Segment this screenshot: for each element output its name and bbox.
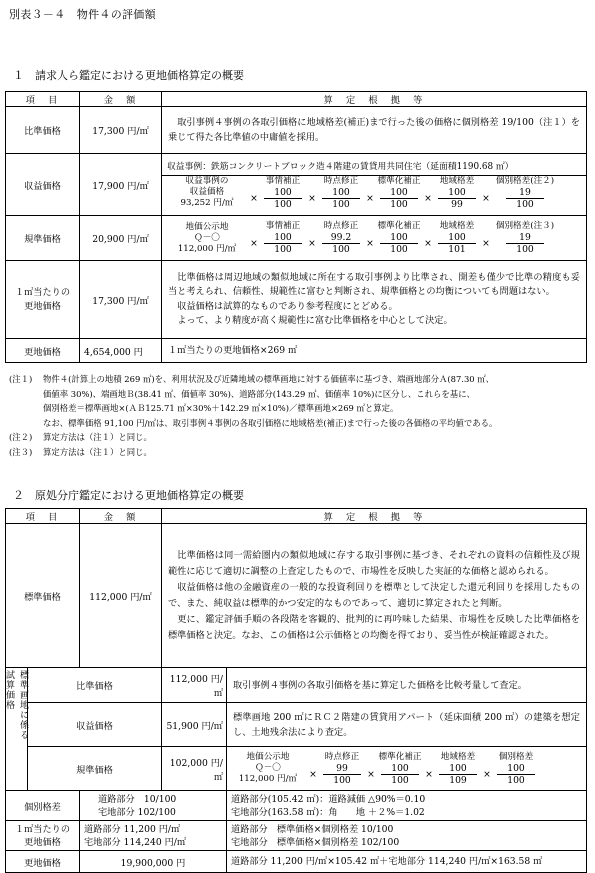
s2-per-sqm-values: 道路部分 11,200 円/㎡ 宅地部分 114,240 円/㎡ (80, 821, 227, 851)
basis-regulation (162, 216, 587, 261)
income-frac-3: 標準化補正 100 100 (377, 175, 421, 210)
row-label-regulation: 規準価格 (6, 216, 80, 261)
section1-title: １ 請求人ら鑑定における更地価格算定の概要 (13, 69, 244, 82)
indiv-basis: 道路部分(105.42 ㎡)：道路減価 △90%＝0.10 宅地部分(163.58 ㎡)：角 地 ＋２%＝1.02 (227, 791, 587, 821)
col-header-amount: 金 額 (80, 92, 162, 107)
income-frac-1: 事情補正 100 100 (265, 175, 301, 210)
row-label-s2-comparison: 比準価格 (28, 668, 162, 703)
basis-s2-land-price: 道路部分 11,200 円/㎡×105.42 ㎡＋宅地部分 114,240 円/㎡×163.58 ㎡ (227, 851, 587, 873)
indiv-values: 道路部分 10/100 宅地部分 102/100 (80, 791, 227, 821)
row-label-indiv: 個別格差 (6, 791, 80, 821)
basis-income (162, 154, 587, 216)
amount-income: 17,900 円/㎡ (80, 154, 162, 216)
s2-regulation-frac-1: 時点修正 99 100 (324, 751, 360, 786)
income-header: 収益事例：鉄筋コンクリートブロック造４階建の賃貸用共同住宅（延面積1190.68 ㎡） (162, 160, 586, 176)
basis-per-sqm: 比準価格は周辺地域の類似地域に所在する取引事例より比準され、開差も僅少で比準の精度も妥当と考えられ、信頼性、規範性に富むと判断され、規準価格との均衡についても問題はない。 収益価格は試算的なものであり参考程度にとどめる。 よって、より精度が高く規範性に富む比準価格を中心として決定。 (162, 261, 587, 339)
s2-regulation-frac-3: 地域格差 100 109 (440, 751, 476, 786)
col-header-basis: 算 定 根 拠 等 (162, 92, 587, 107)
col-header-item: 項 目 (6, 92, 80, 107)
income-formula: 収益事例の 収益価格 93,252 円/㎡ × 事情補正 100 100 × 時点修正 100 100 × 標準化補正 100 100 × 地域格差 100 99 × 個別格差(注２) 19 100 (162, 176, 586, 210)
income-frac-4: 地域格差 100 99 (439, 175, 475, 210)
s2-per-sqm-basis: 道路部分 標準価格×個別格差 10/100 宅地部分 標準価格×個別格差 102/100 (227, 821, 587, 851)
row-label-standard: 標準価格 (6, 524, 80, 668)
row-label-land-price: 更地価格 (6, 339, 80, 363)
amount-land-price: 4,654,000 円 (80, 339, 162, 363)
basis-s2-regulation (227, 747, 587, 791)
row-label-s2-per-sqm: １㎡当たりの 更地価格 (6, 821, 80, 851)
income-base: 収益事例の 収益価格 93,252 円/㎡ (180, 176, 234, 208)
amount-per-sqm: 17,300 円/㎡ (80, 261, 162, 339)
basis-land-price: １㎡当たりの更地価格×269 ㎡ (162, 339, 587, 363)
income-frac-5: 個別格差(注２) 19 100 (495, 175, 555, 210)
row-label-per-sqm: １㎡当たりの 更地価格 (6, 261, 80, 339)
section1-table (5, 91, 587, 363)
section2-title: ２ 原処分庁鑑定における更地価格算定の概要 (13, 489, 244, 502)
basis-comparison: 取引事例４事例の各取引価格に地域格差(補正)まで行った後の価格に個別格差 19/100（注１）を乗じて得た各比準値の中庸値を採用。 (162, 107, 587, 154)
row-label-s2-land-price: 更地価格 (6, 851, 80, 873)
regulation-frac-4: 地域格差 100 101 (439, 221, 475, 255)
s2-regulation-frac-2: 標準化補正 100 100 (378, 751, 422, 786)
amount-s2-comparison: 112,000 円/㎡ (162, 668, 227, 703)
s2-regulation-formula: 地価公示地 Ｑ－〇 112,000 円/㎡ × 時点修正 99 100 × 標準化補正 100 100 × 地域格差 100 109 × 個別格差 100 100 (227, 752, 586, 786)
row-label-s2-regulation: 規準価格 (28, 747, 162, 791)
amount-s2-land-price: 19,900,000 円 (80, 851, 227, 873)
document-title: 別表３－４ 物件４の評価額 (9, 8, 156, 21)
section2-table (5, 508, 587, 873)
col-header-basis: 算 定 根 拠 等 (162, 509, 587, 524)
basis-s2-income: 標準画地 200 ㎡にＲＣ２階建の賃貸用アパート（延床面積 200 ㎡）の建築を想定し、土地残余法により査定。 (227, 703, 587, 747)
income-frac-2: 時点修正 100 100 (323, 175, 359, 210)
amount-comparison: 17,300 円/㎡ (80, 107, 162, 154)
amount-standard: 112,000 円/㎡ (80, 524, 162, 668)
row-label-comparison: 比準価格 (6, 107, 80, 154)
amount-s2-regulation: 102,000 円/㎡ (162, 747, 227, 791)
s2-regulation-frac-4: 個別格差 100 100 (498, 751, 534, 786)
col-header-amount: 金 額 (80, 509, 162, 524)
regulation-base: 地価公示地 Ｑ－〇 112,000 円/㎡ (177, 221, 237, 254)
amount-s2-income: 51,900 円/㎡ (162, 703, 227, 747)
basis-s2-comparison: 取引事例４事例の各取引価格を基に算定した価格を比較考量して査定。 (227, 668, 587, 703)
regulation-frac-1: 事情補正 100 100 (265, 221, 301, 255)
row-label-income: 収益価格 (6, 154, 80, 216)
s2-regulation-base: 地価公示地 Ｑ－〇 112,000 円/㎡ (238, 752, 298, 785)
regulation-frac-5: 個別格差(注３) 19 100 (495, 221, 555, 255)
regulation-frac-3: 標準化補正 100 100 (377, 221, 421, 255)
row-label-s2-income: 収益価格 (28, 703, 162, 747)
regulation-formula: 地価公示地 Ｑ－〇 112,000 円/㎡ × 事情補正 100 100 × 時点修正 99.2 100 × 標準化補正 100 100 × 地域格差 100 101 × 個別格差(注３) 19 100 (162, 221, 586, 255)
amount-regulation: 20,900 円/㎡ (80, 216, 162, 261)
side-label-trial-price: 試算価格 標準画地に係る (6, 668, 28, 791)
col-header-item: 項 目 (6, 509, 80, 524)
section1-notes: (注１) 物件４(計算上の地積 269 ㎡)を、利用状況及び近隣地域の標準画地に対する価値率に基づき、端画地部分Ａ(87.30 ㎡、 価値率 30%)、端画地Ｂ(38.41 ㎡、価値率 30%)、道路部分(143.29 ㎡、価値率 10%)に区分し、これらを基に、 個別格差＝標準画地×(ＡＢ125.71 ㎡×30%＋142.29 ㎡×10%)／標準画地×269 ㎡と算定。 なお、標準価格 91,100 円/㎡は、取引事例４事例の各取引価格に地域格差(補正)まで行った後の各価格の平均値である。 (注２) 算定方法は（注１）と同じ。 (注３) 算定方法は（注１）と同じ。 (9, 374, 498, 457)
basis-standard: 比準価格は同一需給圏内の類似地域に存する取引事例に基づき、それぞれの資料の信頼性及び規範性に応じて適切に調整の上査定したもので、市場性を反映した実証的な価格と認められる。 収益価格は他の金融資産の一般的な投資利回りを標準として決定した還元利回りを採用したもので、また、純収益は標準的かつ安定的なものであって、適切に算定されたと判断。 更に、鑑定評価手順の各段階を客観的、批判的に再吟味した結果、市場性を反映した比準価格を標準価格と決定。なお、この価格は公示価格との均衡を得ており、妥当性が検証確認された。 (162, 524, 587, 668)
regulation-frac-2: 時点修正 99.2 100 (323, 221, 359, 255)
